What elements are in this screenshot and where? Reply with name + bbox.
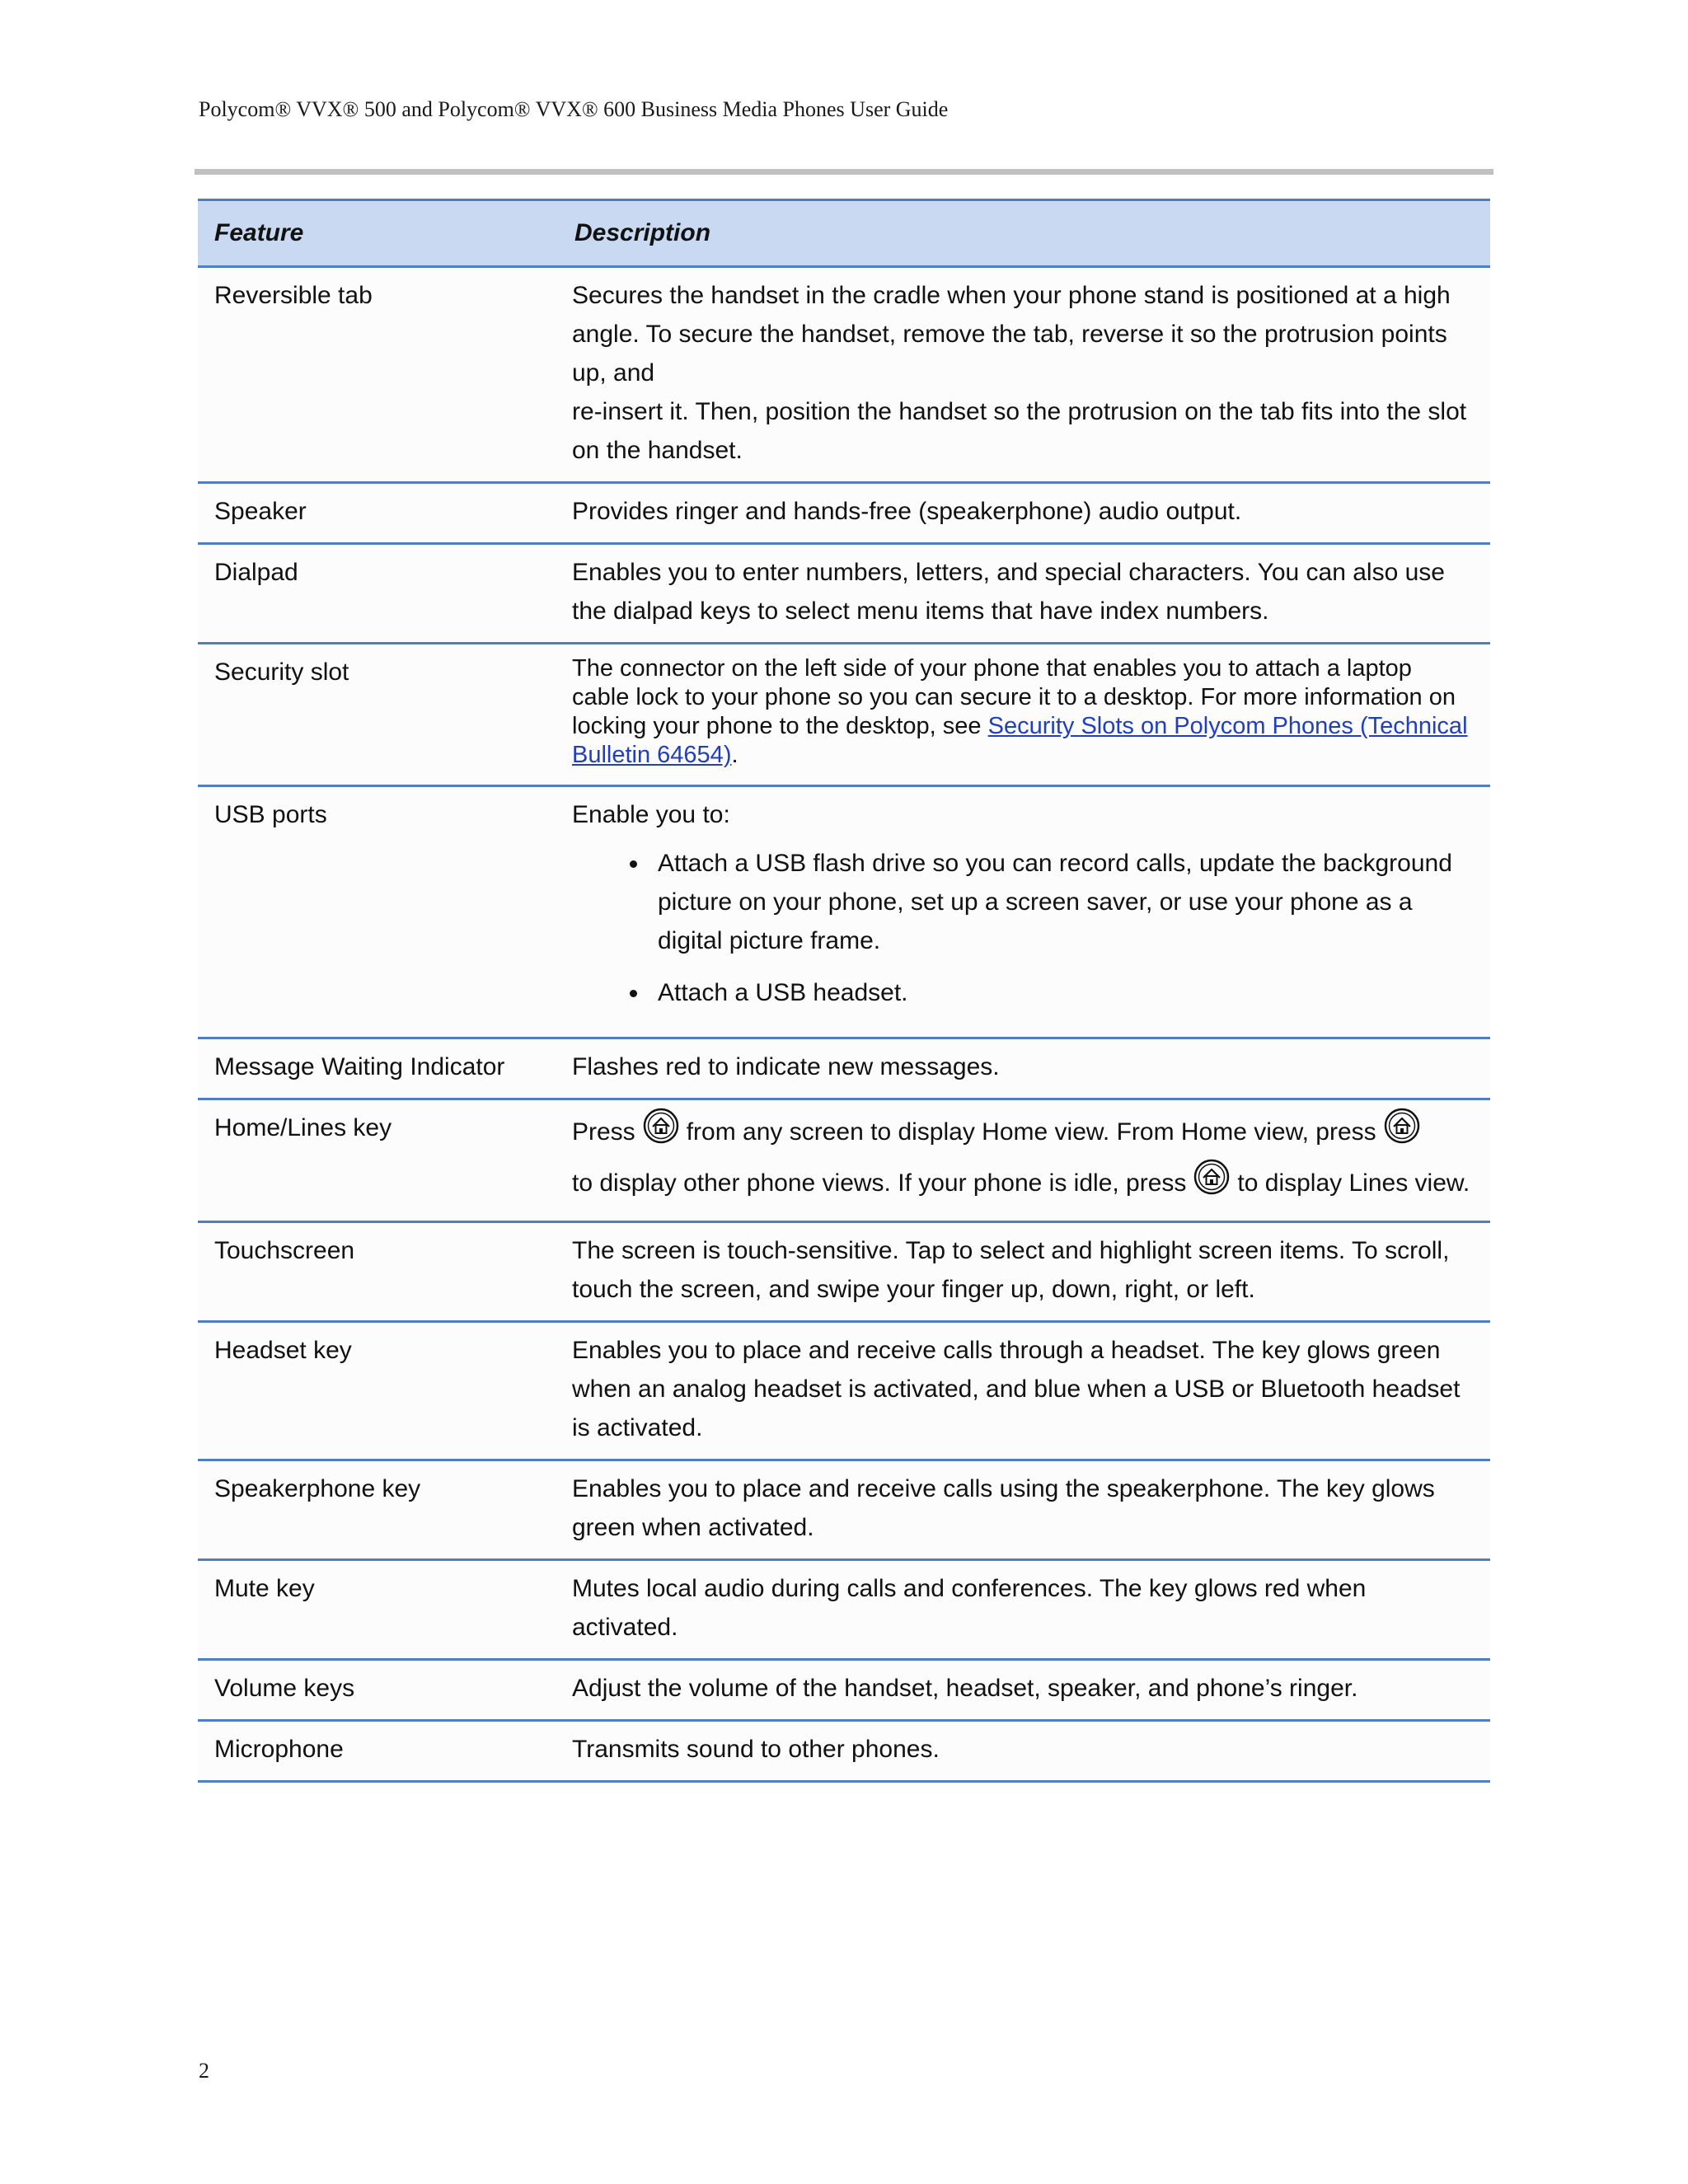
table-header-row <box>198 200 1490 267</box>
security-slots-bulletin-link[interactable]: Security Slots on Polycom Phones (Technical Bulletin 64654) <box>572 713 1468 768</box>
description-cell: Mutes local audio during calls and conferences. The key glows red when activated. <box>572 1575 1367 1641</box>
table-row <box>198 1660 1490 1721</box>
page-number: 2 <box>199 2059 209 2083</box>
feature-cell: Touchscreen <box>214 1237 355 1264</box>
feature-cell: Security slot <box>214 658 349 686</box>
table-row <box>198 1721 1490 1782</box>
feature-cell: Speaker <box>214 498 307 525</box>
description-intro: Enable you to: <box>572 801 730 828</box>
description-line: Secures the handset in the cradle when your phone stand is positioned at a high angle. To secure the handset, remove the tab, reverse it so the protrusion points up, and <box>572 282 1451 387</box>
table-row <box>198 1038 1490 1099</box>
feature-table <box>198 199 1490 1783</box>
feature-cell: Speakerphone key <box>214 1475 421 1502</box>
description-cell <box>558 786 1490 1038</box>
description-cell <box>558 1099 1490 1222</box>
home-key-icon <box>1383 1107 1421 1145</box>
feature-cell: Mute key <box>214 1575 315 1602</box>
description-text: Press <box>572 1118 635 1146</box>
description-line: re-insert it. Then, position the handset so the protrusion on the tab fits into the slot on the handset. <box>572 398 1467 464</box>
usb-bullet-list <box>572 844 1474 1012</box>
bullet-item: • Attach a USB flash drive so you can record calls, update the background picture on your phone, set up a screen saver, or use your phone as a digital picture frame. <box>649 844 1474 960</box>
description-cell <box>558 644 1490 786</box>
feature-cell: USB ports <box>214 801 327 828</box>
table-row <box>198 644 1490 786</box>
feature-cell: Headset key <box>214 1337 352 1364</box>
table-row <box>198 1460 1490 1560</box>
description-cell: Enables you to place and receive calls using the speakerphone. The key glows green when activated. <box>572 1475 1435 1541</box>
header-rule <box>195 169 1493 175</box>
description-text: from any screen to display Home view. From Home view, press <box>686 1118 1376 1146</box>
column-header-feature: Feature <box>214 219 304 246</box>
feature-cell: Reversible tab <box>214 282 373 309</box>
home-key-icon <box>1193 1158 1231 1196</box>
table-row <box>198 1099 1490 1222</box>
feature-cell: Home/Lines key <box>214 1114 392 1141</box>
description-cell: The screen is touch-sensitive. Tap to select and highlight screen items. To scroll, touch the screen, and swipe your finger up, down, right, or left. <box>572 1237 1450 1303</box>
description-text: to display other phone views. If your phone is idle, press <box>572 1169 1187 1197</box>
table-row <box>198 1560 1490 1660</box>
description-text: The connector on the left side of your phone that enables you to attach a laptop cable lock to your phone so you can secure it to a desktop. For more information on locking your phone to the desktop, see <box>572 655 1456 739</box>
description-cell: Flashes red to indicate new messages. <box>572 1053 1000 1080</box>
description-cell: Enables you to place and receive calls through a headset. The key glows green when an analog headset is activated, and blue when a USB or Bluetooth headset is activated. <box>572 1337 1461 1441</box>
bullet-item: • Attach a USB headset. <box>649 973 1474 1012</box>
table-row <box>198 267 1490 483</box>
column-header-description: Description <box>574 219 711 246</box>
description-cell: Adjust the volume of the handset, headset, speaker, and phone’s ringer. <box>572 1675 1358 1702</box>
feature-cell: Dialpad <box>214 559 298 586</box>
description-cell <box>558 267 1490 483</box>
description-suffix: . <box>731 742 738 768</box>
table-row <box>198 544 1490 644</box>
document-header-title: Polycom® VVX® 500 and Polycom® VVX® 600 Business Media Phones User Guide <box>199 97 949 121</box>
feature-cell: Microphone <box>214 1736 344 1763</box>
home-key-icon <box>642 1107 680 1145</box>
description-cell: Enables you to enter numbers, letters, and special characters. You can also use the dialpad keys to select menu items that have index numbers. <box>572 559 1445 625</box>
feature-cell: Message Waiting Indicator <box>214 1053 505 1080</box>
feature-cell: Volume keys <box>214 1675 355 1702</box>
description-text: to display Lines view. <box>1237 1169 1470 1197</box>
table-row <box>198 1222 1490 1322</box>
table-row <box>198 483 1490 544</box>
description-cell: Transmits sound to other phones. <box>572 1736 940 1763</box>
table-row <box>198 1322 1490 1460</box>
description-cell: Provides ringer and hands-free (speakerphone) audio output. <box>572 498 1242 525</box>
table-row <box>198 786 1490 1038</box>
